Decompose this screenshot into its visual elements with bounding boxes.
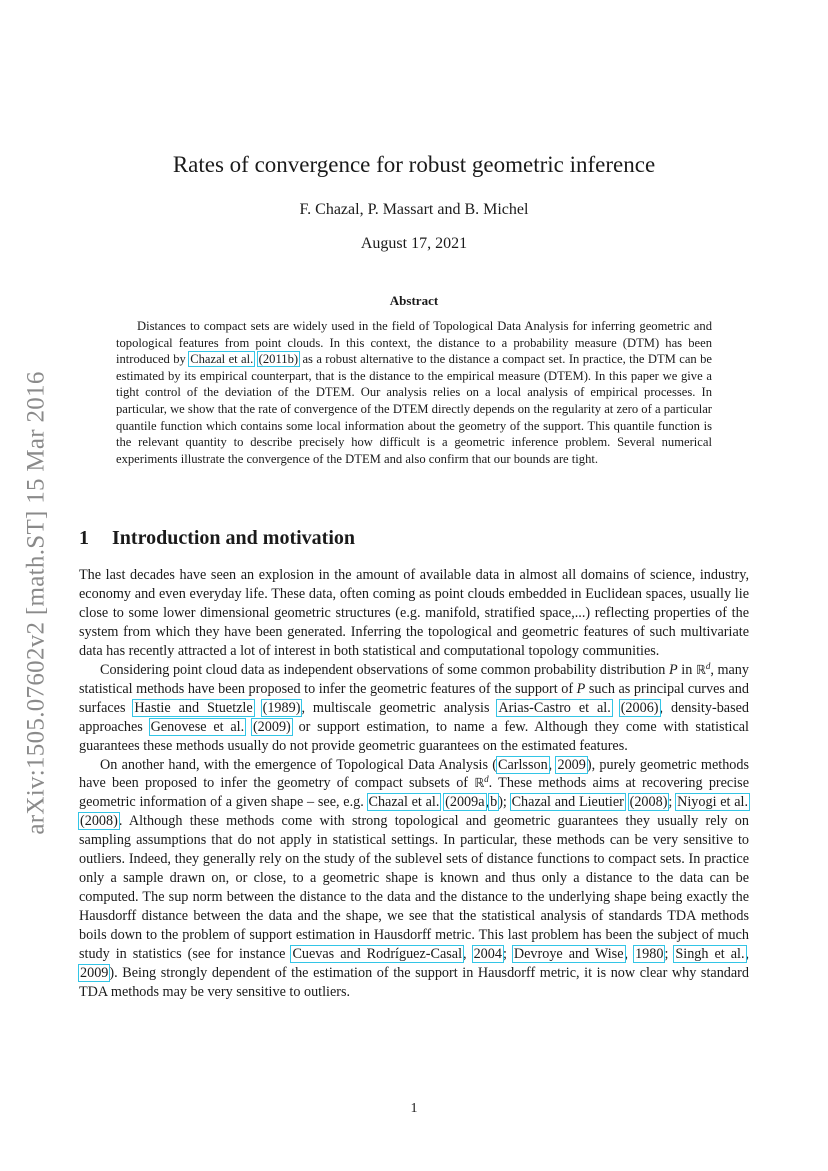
- citation-chazal-lieutier-year[interactable]: (2008): [629, 794, 668, 811]
- math-d: d: [484, 774, 489, 785]
- abstract-text-2: as a robust alternative to the distance a compact set. In practice, the DTM can be estimated by its empirical counterpart, that is the distance to the empirical measure (DTEM). In this paper we give a tight control of the deviation of the DTEM. Our analysis relies on a local analysis of empirical processes. In particular, we show that the rate of convergence of the DTEM directly depends on the regularity at zero of a particular quantile function which contains some local information about the geometry of the support. This quantile function is the relevant quantity to describe precisely how difficult is a geometric inference problem. Several numerical experiments illustrate the convergence of the DTEM and also confirm that our bounds are tight.: [116, 352, 712, 466]
- p2-text-6: or support estimation, to name a few. Although they come with statistical guarantees these methods usually do not provide geometric guarantees on the estimated features.: [79, 718, 750, 754]
- citation-singh-authors[interactable]: Singh et al.: [675, 946, 745, 963]
- section-title: Introduction and motivation: [112, 527, 356, 549]
- p3-text-2: ), purely geometric methods have been proposed to infer the geometry of compact subsets of: [79, 756, 749, 792]
- citation-genovese-authors[interactable]: Genovese et al.: [150, 718, 245, 735]
- paper-authors: F. Chazal, P. Massart and B. Michel: [299, 201, 529, 218]
- math-P: P: [668, 661, 678, 678]
- abstract-text-1: Distances to compact sets are widely used in the field of Topological Data Analysis for inferring geometric and topological features from point clouds. In this context, the distance to a probability measure (DTM) has been introduced by: [116, 319, 712, 367]
- section-heading: [79, 527, 355, 550]
- citation-carlsson-year[interactable]: 2009: [557, 756, 586, 773]
- p2-text-2: , many statistical methods have been proposed to infer the geometric features of the support of: [79, 661, 749, 697]
- paragraph-1: The last decades have seen an explosion in the amount of available data in almost all domains of science, industry, economy and even everyday life. These data, often coming as point clouds embedded in Euclidean spaces, usually lie close to some lower dimensional geometric structures (e.g. manifold, stratified space,...) reflecting properties of the system from which they have been generated. Inferring the topological and geometric features of such multivariate data has recently attracted a lot of interest in both statistical and computational topology communities.: [79, 567, 749, 659]
- paragraph-3: On another hand, with the emergence of Topological Data Analysis (Carlsson, 2009), purely geometric methods have been proposed to infer the geometry of compact subsets of ℝ$^d$. These methods aims at recovering precise geometric information of a given shape – see, e.g. Chazal et al. (2009a,b); Chazal and Lieutier (2008); Niyogi et al. (2008). Although these methods come with strong topological and geometric guarantees they usually rely on sampling assumptions that do not apply in statistical settings. In particular, these methods can be very sensitive to outliers. Indeed, they generally rely on the study of the sublevel sets of distance functions to compact sets. In practice only a sample drawn on, or close, to a geometric shape is known and thus only a distance to the data can be computed. The sup norm between the distance to the data and the distance to the underlying shape being exactly the Hausdorff distance between the data and the shape, we see that the statistical analysis of standards TDA methods boils down to the problem of support estimation in Hausdorff metric. This last problem has been the subject of much study in statistics (see for instance Cuevas and Rodríguez-Casal, 2004; Devroye and Wise, 1980; Singh et al., 2009). Being strongly dependent of the estimation of the support in Hausdorff metric, it is now clear why standard TDA methods may be very sensitive to outliers.: [79, 756, 750, 1000]
- citation-hastie-authors[interactable]: Hastie and Stuetzle: [134, 699, 253, 716]
- section-number: 1: [79, 527, 89, 549]
- citation-niyogi-authors[interactable]: Niyogi et al.: [677, 794, 749, 811]
- p2-text-5: , density-based approaches: [79, 699, 749, 735]
- math-P: P: [576, 680, 586, 697]
- p3-text-1: On another hand, with the emergence of Topological Data Analysis (: [100, 756, 497, 773]
- citation-chazal-lieutier-authors[interactable]: Chazal and Lieutier: [511, 794, 624, 811]
- paragraph-2: [79, 661, 749, 756]
- p3-text-3: . These methods aims at recovering precise geometric information of a given shape – see, e.g.: [79, 775, 749, 811]
- p3-text-8: ;: [664, 946, 675, 963]
- citation-niyogi-year[interactable]: (2008): [80, 813, 118, 830]
- math-d: d: [705, 660, 711, 671]
- citation-singh-year[interactable]: 2009: [80, 965, 109, 982]
- p3-text-7: ;: [502, 946, 513, 963]
- p2-text-3: such as principal curves and surfaces: [79, 680, 749, 716]
- math-reals: ℝ: [695, 661, 706, 677]
- paper-title: Rates of convergence for robust geometric inference: [172, 152, 656, 177]
- math-reals: ℝ: [474, 775, 485, 791]
- citation-carlsson-author[interactable]: Carlsson: [498, 756, 548, 773]
- p2-text-4: , multiscale geometric analysis: [301, 699, 498, 716]
- arxiv-identifier-text: arXiv:1505.07602v2 [math.ST] 15 Mar 2016: [23, 370, 50, 835]
- arxiv-identifier-stamp: [13, 345, 61, 860]
- p3-text-4: );: [498, 794, 511, 811]
- citation-cuevas-authors[interactable]: Cuevas and Rodríguez-Casal: [292, 946, 463, 963]
- citation-arias-castro-year[interactable]: (2006): [620, 699, 659, 716]
- paper-date: August 17, 2021: [360, 235, 468, 252]
- citation-chazal-2009b-year[interactable]: b: [490, 794, 498, 811]
- p3-text-9: ). Being strongly dependent of the estimation of the support in Hausdorff metric, it is now clear why standard TDA methods may be very sensitive to outliers.: [79, 965, 749, 1000]
- citation-devroye-authors[interactable]: Devroye and Wise: [513, 946, 624, 963]
- p2-text-in: in: [677, 661, 696, 678]
- abstract-heading: Abstract: [389, 293, 439, 308]
- p3-text-5: ;: [668, 794, 677, 811]
- section-body: [79, 566, 749, 1002]
- citation-chazal-2011b-year[interactable]: (2011b): [258, 352, 299, 367]
- citation-genovese-year[interactable]: (2009): [252, 718, 291, 735]
- citation-chazal-2009a-year[interactable]: (2009a: [445, 794, 485, 811]
- p2-text-1: Considering point cloud data as independent observations of some common probability distribution: [100, 661, 669, 678]
- citation-cuevas-year[interactable]: 2004: [473, 946, 502, 963]
- citation-hastie-year[interactable]: (1989): [262, 699, 301, 716]
- citation-chazal-2009-authors[interactable]: Chazal et al.: [368, 794, 440, 811]
- p3-text-6: . Although these methods come with strong topological and geometric guarantees they usually rely on sampling assumptions that do not apply in statistical settings. In particular, these methods can be very sensitive to outliers. Indeed, they generally rely on the study of the sublevel sets of distance functions to compact sets. In practice only a sample drawn on, or close, to a geometric shape is known and thus only a distance to the data can be computed. The sup norm between the distance to the data and the distance to the underlying shape being exactly the Hausdorff distance between the data and the shape, we see that the statistical analysis of standards TDA methods boils down to the problem of support estimation in Hausdorff metric. This last problem has been the subject of much study in statistics (see for instance: [79, 813, 749, 963]
- citation-arias-castro-authors[interactable]: Arias-Castro et al.: [498, 699, 611, 716]
- citation-chazal-2011b-authors[interactable]: Chazal et al.: [190, 352, 254, 367]
- abstract-body: [116, 318, 712, 467]
- citation-devroye-year[interactable]: 1980: [635, 946, 664, 963]
- page-number: 1: [410, 1101, 418, 1116]
